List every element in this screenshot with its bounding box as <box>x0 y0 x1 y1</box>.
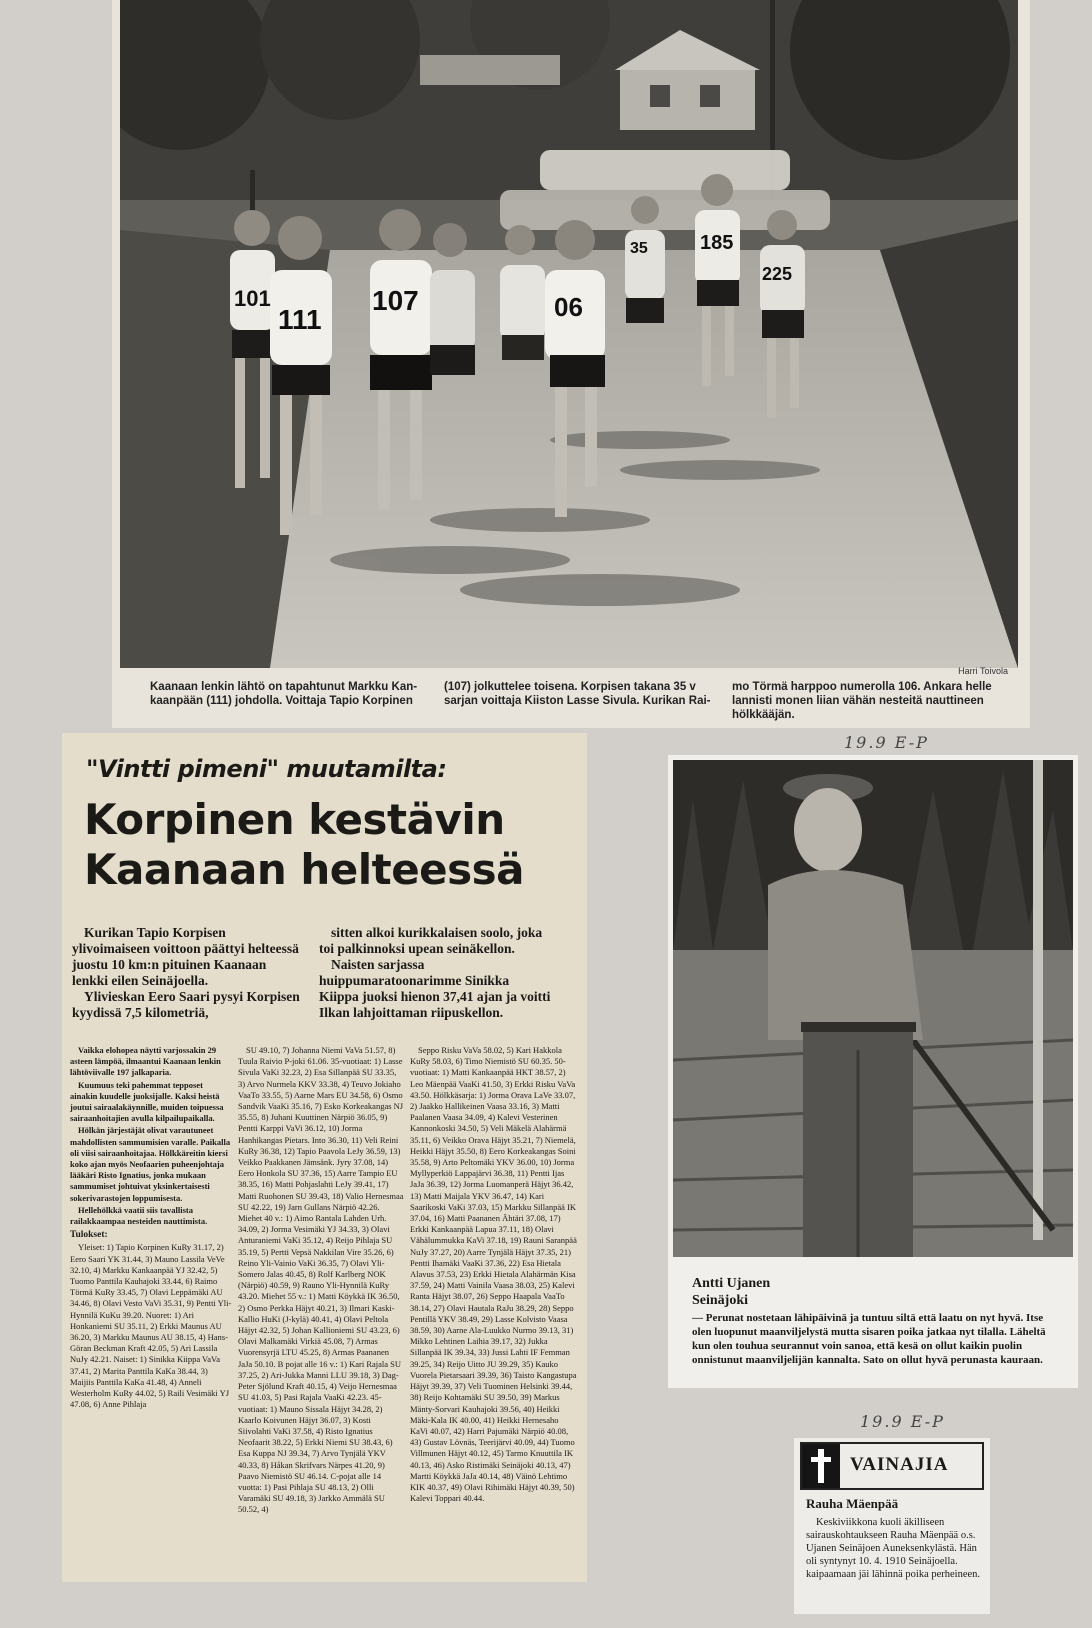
portrait-clipping <box>668 755 1078 1388</box>
body-paragraph: Hellehölkkä vaatii siis tavallista railakkaampaa nesteiden nauttimista. <box>70 1204 208 1227</box>
article-lead-right <box>319 925 551 1021</box>
photo-caption-col2 <box>444 680 711 708</box>
farmer-image <box>673 760 1073 1257</box>
bib-number: 225 <box>762 264 793 284</box>
lead-paragraph: sitten alkoi kurikkalaisen soolo, joka toi palkinnoksi upean seinäkellon. <box>319 925 543 956</box>
portrait-caption-name <box>692 1275 770 1309</box>
obituary-text: Keskiviikkona kuoli äkilliseen sairauskohtaukseen Rauha Mäenpää o.s. Ujanen Seinäjoen Auneksenkylästä. Hän oli syntynyt 10. 4. 1910 Seinäjoella. kaipaamaan jäi lähinnä poika perheineen. <box>806 1517 981 1580</box>
bib-number: 06 <box>554 292 583 322</box>
runners-image <box>120 0 1018 668</box>
lead-paragraph: Ylivieskan Eero Saari pysyi Korpisen kyydissä 7,5 kilometriä, <box>72 989 300 1020</box>
handwritten-date-note: 19.9 E-P <box>860 1412 945 1431</box>
article-headline <box>84 795 524 895</box>
person-name: Antti Ujanen <box>692 1276 771 1291</box>
caption-line: (107) jolkuttelee toisena. Korpisen takana 35 v <box>444 681 696 693</box>
caption-line: lannisti monen liian vähän nesteitä nauttineen <box>732 695 984 707</box>
photo-credit: Harri Toivola <box>958 666 1008 676</box>
bib-number: 185 <box>700 232 734 254</box>
headline-line: Korpinen kestävin <box>84 795 505 844</box>
obituary-name: Rauha Mäenpää <box>806 1496 899 1511</box>
bib-number: 35 <box>630 240 648 257</box>
obituary-heading: VAINAJIA <box>850 1454 949 1475</box>
portrait-quote: — Perunat nostetaan lähipäivinä ja tuntuu siltä että laatu on nyt hyvä. Itse olen luopunut maanviljelystä mutta sisaren poika jatkaa nyt tilalla. Läheltä kun olen touhua seurannut voin sanoa, että kesä on ollut kaikin puolin onnistunut maanviljelijän kannalta. Sato on ollut hyvä perunasta kauraan. <box>692 1312 1046 1366</box>
caption-line: sarjan voittaja Kiiston Lasse Sivula. Kurikan Rai- <box>444 695 711 707</box>
results-text: Seppo Risku VaVa 58.02, 5) Kari Hakkola KuRy 58.03, 6) Timo Niemistö SU 60.35. 50-vuotiaat: 1) Matti Kankaanpää HKT 38.57, 2) Leo Mäenpää VaaKi 41.50, 3) Erkki Risku VaVa 43.50. Hölkkäsarja: 1) Jorma Orava LaVe 33.07, 2) Jaakko Hallikeinen Vaasa 33.16, 3) Matti Paalanen Vaasa 34.09, 4) Kalevi Vesterinen Kannonkoski 34.50, 5) Veli Mäkelä Alahärmä 35.11, 6) Veikko Orava Häjyt 35.21, 7) Niemelä, Heikki Häjyt 35.50, 8) Eero Korkeakangas Soini 35.58, 9) Arto Peltomäki YKV 36.00, 10) Jorma Myllyperkiö Lappajärvi 36.38, 11) Pentti Ijas JaJa 36.39, 12) Jorma Luomanperä Häjyt 36.42, 13) Matti Maijala YKV 36.47, 14) Kari Saarikoski VaKi 37.03, 15) Markku Sillanpää IK 37.04, 16) Matti Paananen Ähtäri 37.08, 17) Erkki Kankaanpää Lapua 37.11, 18) Olavi Vähälummukka KaVi 37.18, 19) Rauni Saranpää NuJy 37.27, 20) Aarre Tynjälä Häjyt 37.35, 21) Pentti Ihamäki VaaKi 37.36, 22) Esa Hietala Alavus 37.53, 23) Erkki Hietala Alahärmän Kisa 37.59, 24) Matti Vainila Vaasa 38.03, 25) Kalevi Ranta Häjyt 38.07, 26) Seppo Haapala VaaTo 38.14, 27) Olavi Hautala RaJu 38.29, 28) Seppo Pentillä YKV 38.49, 29) Lasse Kolvisto Vaasa 38.59, 30) Aarne Ala-Luukko Nurmo 39.13, 31) Mikko Lehtinen Laihia 39.17, 32) Jukka Sillanpää IK 39.34, 33) Jussi Lahti IF Femman 39.25, 34) Reijo Uitto JU 39.29, 35) Kauko Vuorela Pietarsaari 39.39, 36) Taisto Kangastupa Häjyt 39.39, 37) Veli Tuominen Helsinki 39.44, 38) Reijo Kohtamäki SU 39.50, 39) Markus Mänty-Sorvari Kauhajoki 39.56, 40) Heikki Mäki-Kala IK 40.00, 41) Heikki Hernesaho KaVi 40.07, 42) Harri Pajumäki Närpiö 40.08, 43) Gustav Lövnäs, Teerijärvi 40.09, 44) Tuomo Villmunen Häjyt 40.12, 45) Tarmo Knuuttila IK 40.13, 46) Asko Ristimäki Seinäjoki 40.13, 47) Martti Köykkä JaJa 40.14, 48) Väinö Lehtimo KIK 40.37, 49) Olavi Rihimäki Häjyt 40.39, 50) Kalevi Toppari 40.44. <box>410 1045 577 1504</box>
results-text: SU 49.10, 7) Johanna Niemi VaVa 51.57, 8) Tuula Raivio P-joki 61.06. 35-vuotiaat: 1) Lasse Sivula VaKi 32.23, 2) Esa Sillanpää SU 33.35, 3) Arvo Nurmela KKV 33.38, 4) Teuvo Jokiaho VaaTo 33.55, 5) Aarne Mars EU 34.58, 6) Osmo Sandvik VaaKi 35.16, 7) Esko Korkeakangas NJ 35.55, 8) Juhani Kuuttinen Närpiö 36.05, 9) Pentti Karppi VaVi 36.12, 10) Jorma Hanhikangas Pietars. Into 36.30, 11) Veli Reini KuRy 36.38, 12) Tapio Paavola LeJy 36.59, 13) Veikko Paakkanen Jämsänk. Jyry 37.08, 14) Eero Honkola SU 37.36, 15) Aarre Tampio EU 38.35, 16) Matti Pohjaslahti LeJy 39.41, 17) Matti Ruohonen SU 39.43, 18) Valio Hernesmaa SU 42.22, 19) Jarn Gullans Närpiö 42.26. Miehet 40 v.: 1) Aimo Rantala Lahden Urh. 34.09, 2) Jorma Vesimäki YJ 34.33, 3) Olavi Anturaniemi VaKi 35.12, 4) Reijo Pihlaja SU 35.19, 5) Pertti Vepsä Nakkilan Vire 35.26, 6) Reino Yli-Vainio VaKi 36.35, 7) Olavi Yli-Somero Jalas 40.45, 8) Rolf Karlberg NOK (Närpiö) 40.59, 9) Rauno Yli-Hynnilä KuRy 43.20. Miehet 55 v.: 1) Matti Köykkä IK 36.50, 2) Osmo Perkka Häjyt 40.21, 3) Ilmari Kaski-Kallio HuKi (J-kylä) 40.41, 4) Olavi Peltola Häjyt 42.32, 5) Johan Kallioniemi SU 43.23, 6) Olavi Malkamäki Virkiä 45.08, 7) Armas Vuorensyrjä LTU 45.25, 8) Armas Paananen JaJa 50.10. B pojat alle 16 v.: 1) Kari Rajala SU 37.25, 2) Ari-Jukka Manni LLU 39.18, 3) Dag-Peter Sjölund Kraft 40.15, 4) Veijo Hernesmaa SU 41.03, 5) Pasi Rajala VaaKi 42.23. 45-vuotiaat: 1) Mauno Sissala Häjyt 34.28, 2) Kaarlo Koivunen Häjyt 36.07, 3) Kosti Siivolahti VaKi 37.58, 4) Risto Ignatius Neofaarit 38.22, 5) Erkki Niemi SU 38.43, 6) Esa Kuppa NJ 39.34, 7) Arvo Tynjälä YKV 40.33, 8) Håkan Skrifvars Närpes 41.20, 9) Paavo Niemistö SU 46.14. C-pojat alle 14 vuotta: 1) Pasi Pihlaja SU 48.13, 2) Olli Varamäki SU 49.18, 3) Jarkko Ammälä SU 50.52, 4) <box>238 1045 404 1515</box>
photo-clipping <box>112 0 1030 728</box>
results-label: Tulokset: <box>70 1230 108 1241</box>
article-lead-left <box>72 925 304 1021</box>
body-paragraph: Vaikka elohopea näytti varjossakin 29 asteen lämpöä, ilmaantui Kaanaan lenkin lähtöviivalle 197 jalkapariа. <box>70 1045 221 1078</box>
caption-line: hölkkääjän. <box>732 709 795 721</box>
obituary-clipping <box>794 1438 990 1614</box>
article-column-3 <box>410 1045 578 1505</box>
bib-number: 107 <box>372 285 419 316</box>
photo-caption-col3 <box>732 680 992 722</box>
body-paragraph: Hölkän järjestäjät olivat varautuneet mahdollisten sammumisien varalle. Paikalla oli viisi sairaanhoitajaa. Hölkkäreitin kiersi koko ajan myös Neofaarien puheenjohtaja lääkäri Risto Ignatius, jonka mukaan sammumiset johtuivat yksinkertaisesti sokerivarastojen loppumisesta. <box>70 1125 231 1203</box>
results-text: Yleiset: 1) Tapio Korpinen KuRy 31.17, 2) Eero Saari YK 31.44, 3) Mauno Lassila VeVe 32.10, 4) Markku Kankaanpää YJ 32.42, 5) Tuomo Panttila Kauhajoki 33.44, 6) Raimo Törmä KuRy 33.45, 7) Olavi Leppämäki AU 34.46, 8) Olavi Vesto VaVi 35.31, 9) Pentti Yli-Hynnilä KuKu 39.20. Nuoret: 1) Ari Honkaniemi SU 35.11, 2) Erkki Maunus AU 36.20, 3) Markku Maunus AU 38.15, 4) Hans-Göran Beckman Kraft 42.05, 5) Ari Lassila NuJy 42.21. Naiset: 1) Sinikka Kiippa VaVa 37.41, 2) Marita Panttila KaKa 38.44, 3) Maijiis Panttila KaKa 41.48, 4) Anneli Westerholm KuRy 44.02, 5) Raili Vesimäki YJ 47.08, 6) Anne Pihlaja <box>70 1242 232 1410</box>
body-paragraph: Kuumuus teki pahemmat tepposet ainakin kuudelle juoksijalle. Kaksi heistä joutui sairaalakäynnille, muiden toipuessa sairaanhoitajien avulla kilpailupaikalla. <box>70 1079 224 1124</box>
bib-number: 111 <box>278 304 322 335</box>
cross-icon <box>802 1444 840 1488</box>
headline-line: Kaanaan helteessä <box>84 845 525 894</box>
obituary-header-box <box>800 1442 984 1490</box>
lead-paragraph: Naisten sarjassa huippumaratoonarimme Sinikka Kiippa juoksi hienon 37,41 ajan ja voitti Ilkan lahjoittaman riipuskellon. <box>319 957 551 1020</box>
race-start-photo <box>120 0 1018 668</box>
caption-line: Kaanaan lenkin lähtö on tapahtunut Markku Kan- <box>150 681 418 693</box>
article-column-1 <box>70 1045 232 1412</box>
handwritten-date-note: 19.9 E-P <box>844 733 929 752</box>
photo-caption-col1 <box>150 680 417 708</box>
article-column-2 <box>238 1045 404 1517</box>
lead-paragraph: Kurikan Tapio Korpisen ylivoimaiseen voittoon päättyi helteessä juostu 10 km:n pituinen Kaanaan lenkki eilen Seinäjoella. <box>72 925 299 988</box>
caption-line: mo Törmä harppoo numerolla 106. Ankara helle <box>732 681 992 693</box>
farmer-portrait-photo <box>673 760 1073 1257</box>
article-clipping <box>62 733 587 1582</box>
person-place: Seinäjoki <box>692 1293 749 1308</box>
article-kicker: "Vintti pimeni" muutamilta: <box>86 755 447 783</box>
bib-number: 101 <box>234 286 271 311</box>
caption-line: kaanpään (111) johdolla. Voittaja Tapio Korpinen <box>150 695 413 707</box>
